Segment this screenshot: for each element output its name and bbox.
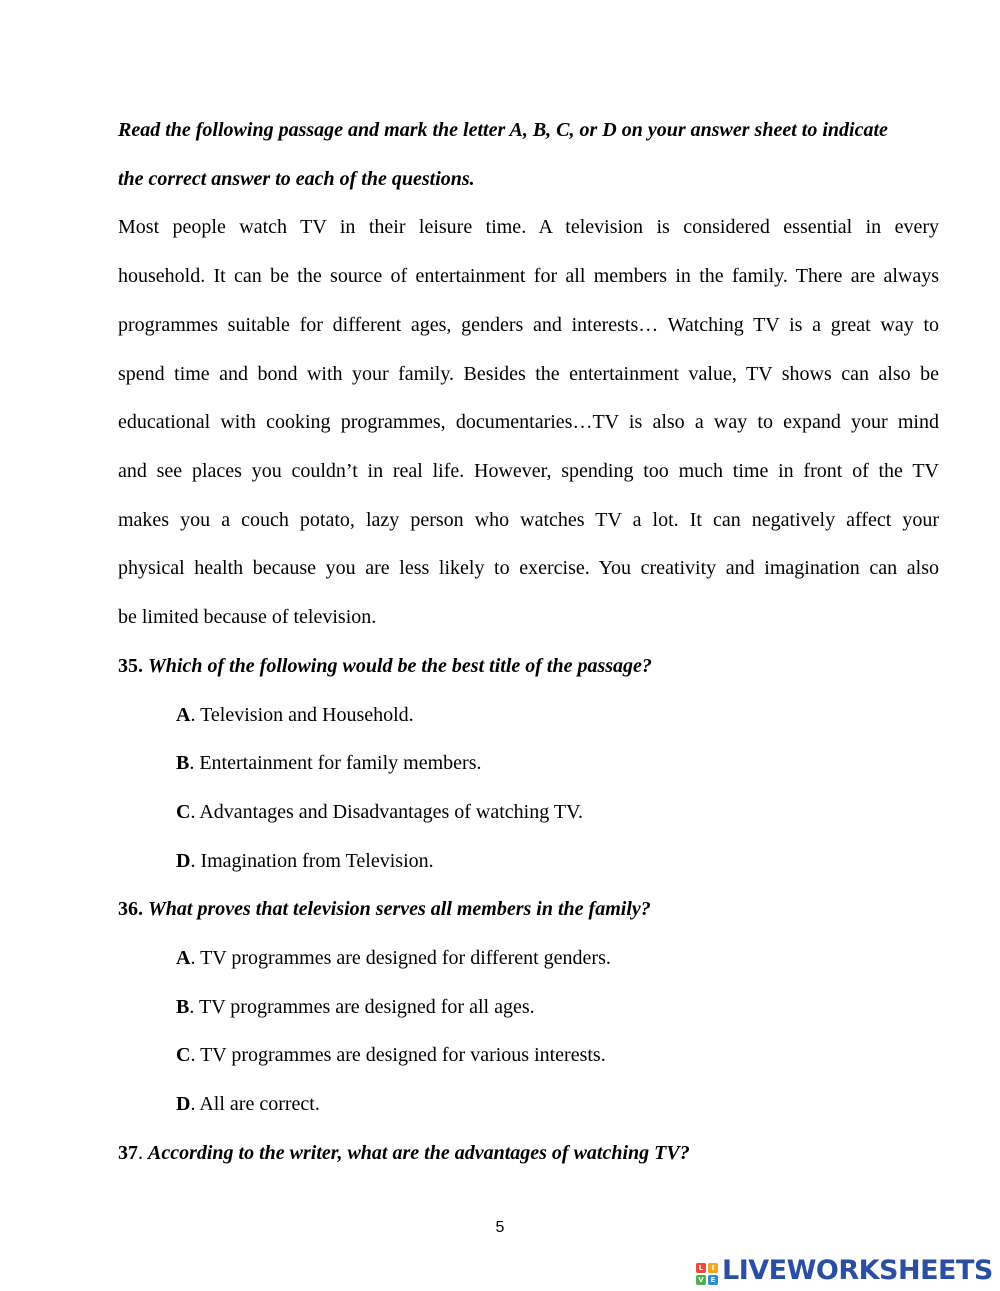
option-35-d[interactable] — [176, 849, 997, 873]
page-number: 5 — [495, 1219, 505, 1236]
liveworksheets-logo[interactable] — [696, 1254, 993, 1286]
option-36-c[interactable] — [176, 1043, 997, 1067]
option-35-b[interactable] — [176, 751, 997, 775]
option-letter: A — [176, 704, 191, 726]
brand-tile: V — [696, 1275, 706, 1285]
option-35-a[interactable] — [176, 703, 997, 727]
passage-line: and see places you couldn’t in real life. However, spending too much time in front of the TV — [118, 460, 939, 482]
option-letter: C — [176, 1044, 191, 1066]
option-letter: A — [176, 947, 191, 969]
option-text: . TV programmes are designed for different genders. — [190, 947, 611, 969]
question-text: According to the writer, what are the advantages of watching TV? — [148, 1142, 690, 1164]
passage-line: spend time and bond with your family. Besides the entertainment value, TV shows can also be — [118, 363, 939, 385]
brand-name: LIVEWORKSHEETS — [722, 1254, 993, 1286]
passage-line: be limited because of television. — [118, 606, 377, 628]
option-36-d[interactable] — [176, 1092, 997, 1116]
question-35 — [118, 654, 939, 678]
option-text: . Television and Household. — [190, 704, 414, 726]
question-text: Which of the following would be the best title of the passage? — [148, 655, 652, 677]
option-letter: C — [176, 801, 191, 823]
option-letter: D — [176, 850, 191, 872]
question-number: 35. — [118, 655, 143, 677]
option-letter: B — [176, 752, 190, 774]
passage-line: Most people watch TV in their leisure time. A television is considered essential in every — [118, 216, 939, 238]
option-35-c[interactable] — [176, 800, 997, 824]
passage-line: makes you a couch potato, lazy person who watches TV a lot. It can negatively affect your — [118, 509, 939, 531]
instruction-line-1: Read the following passage and mark the letter A, B, C, or D on your answer sheet to indicate — [118, 119, 888, 141]
question-number: 37 — [118, 1142, 138, 1164]
brand-tile: E — [708, 1275, 718, 1285]
option-text: . Advantages and Disadvantages of watching TV. — [190, 801, 583, 823]
option-text: . TV programmes are designed for various interests. — [190, 1044, 606, 1066]
brand-tiles-icon — [696, 1263, 718, 1285]
question-37 — [118, 1141, 939, 1165]
question-separator: . — [138, 1142, 143, 1164]
option-letter: D — [176, 1093, 191, 1115]
question-text: What proves that television serves all members in the family? — [148, 898, 651, 920]
option-36-b[interactable] — [176, 995, 997, 1019]
brand-tile: L — [696, 1263, 706, 1273]
option-text: . TV programmes are designed for all ages. — [189, 996, 535, 1018]
passage-line: programmes suitable for different ages, genders and interests… Watching TV is a great way to — [118, 314, 939, 336]
passage-line: educational with cooking programmes, documentaries…TV is also a way to expand your mind — [118, 411, 939, 433]
option-text: . All are correct. — [190, 1093, 320, 1115]
option-36-a[interactable] — [176, 946, 997, 970]
instruction-line-2: the correct answer to each of the questions. — [118, 168, 475, 190]
passage-line: physical health because you are less likely to exercise. You creativity and imagination can also — [118, 557, 939, 579]
question-36 — [118, 897, 939, 921]
question-number: 36. — [118, 898, 143, 920]
option-text: . Imagination from Television. — [190, 850, 434, 872]
option-letter: B — [176, 996, 190, 1018]
brand-tile: I — [708, 1263, 718, 1273]
option-text: . Entertainment for family members. — [189, 752, 482, 774]
passage-line: household. It can be the source of entertainment for all members in the family. There are always — [118, 265, 939, 287]
